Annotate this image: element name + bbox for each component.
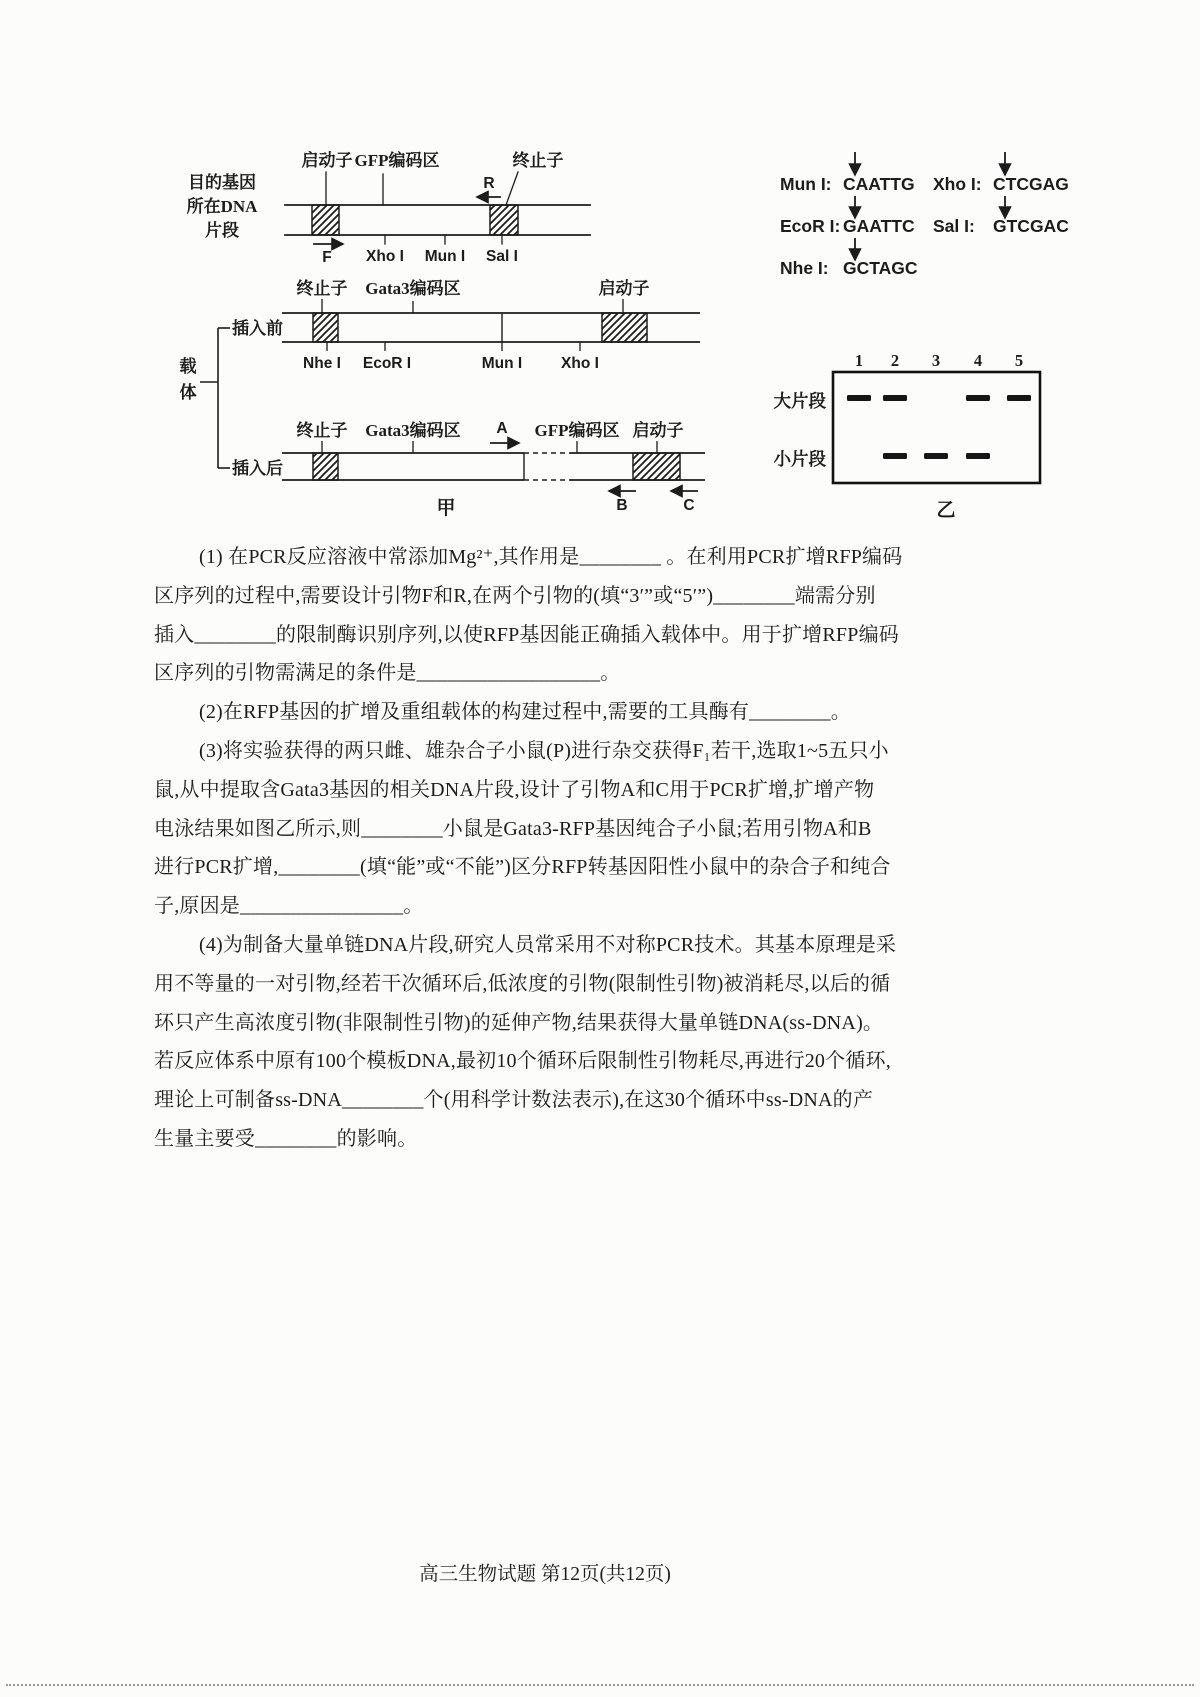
gel-band — [966, 453, 990, 459]
question-line: 鼠,从中提取含Gata3基因的相关DNA片段,设计了引物A和C用于PCR扩增,扩增产物 — [154, 778, 875, 801]
terminator-box — [313, 453, 338, 480]
promoter-label: 启动子 — [301, 151, 353, 170]
gfp-region-label: GFP编码区 — [354, 151, 440, 170]
promoter-box — [633, 453, 680, 480]
xhoi-site-label: Xho I — [366, 248, 404, 265]
question-line: 区序列的过程中,需要设计引物F和R,在两个引物的(填“3′”或“5′”)________端需分别 — [154, 584, 876, 607]
ecori-site-label: EcoR I — [362, 355, 412, 372]
question-line: (3)将实验获得的两只雌、雄杂合子小鼠(P)进行杂交获得F₁若干,选取1~5五只小 — [199, 739, 889, 762]
target-dna-side-label: 所在DNA — [186, 197, 258, 216]
gel-lane-number: 1 — [854, 351, 864, 370]
large-fragment-label: 大片段 — [773, 391, 826, 411]
question-line: 子,原因是________________。 — [154, 895, 424, 918]
gel-band — [924, 453, 948, 459]
gfp-region-label: GFP编码区 — [534, 421, 620, 440]
gel-lane-number: 3 — [931, 351, 941, 370]
vector-before-diagram — [232, 278, 700, 372]
vector-label: 载 — [179, 357, 197, 376]
terminator-label: 终止子 — [512, 151, 564, 170]
enzyme-sequence: GTCGAC — [993, 216, 1069, 236]
question-line: 用不等量的一对引物,经若干次循环后,低浓度的引物(限制性引物)被消耗尽,以后的循 — [154, 972, 891, 995]
enzyme-list — [780, 152, 1069, 278]
gata3-region-label: Gata3编码区 — [365, 421, 461, 440]
primer-r-label: R — [483, 175, 495, 192]
terminator-label: 终止子 — [296, 421, 348, 440]
gel-band — [883, 395, 907, 401]
promoter-box — [602, 313, 647, 342]
question-line: 若反应体系中原有100个模板DNA,最初10个循环后限制性引物耗尽,再进行20个循环, — [154, 1050, 891, 1073]
enzyme-sequence: GAATTC — [843, 216, 915, 236]
diagram-jia-caption: 甲 — [436, 498, 456, 519]
after-insertion-label: 插入后 — [232, 459, 283, 478]
question-line: 进行PCR扩增,________(填“能”或“不能”)区分RFP转基因阳性小鼠中的杂合子和纯合 — [154, 856, 891, 879]
primer-c-label: C — [683, 497, 695, 514]
enzyme-name: Mun I: — [780, 174, 832, 194]
enzyme-sequence: CAATTG — [843, 174, 915, 194]
terminator-box — [490, 205, 518, 235]
diagram-yi-caption: 乙 — [936, 500, 956, 520]
primer-f-label: F — [322, 249, 332, 266]
gata3-region-label: Gata3编码区 — [365, 279, 461, 298]
xhoi-site-label: Xho I — [561, 355, 599, 372]
question-line: 环只产生高浓度引物(非限制性引物)的延伸产物,结果获得大量单链DNA(ss-DNA)。 — [154, 1011, 884, 1034]
question-line: 电泳结果如图乙所示,则________小鼠是Gata3-RFP基因纯合子小鼠;若用引物A和B — [154, 817, 872, 840]
terminator-label: 终止子 — [296, 279, 348, 298]
question-line: 插入________的限制酶识别序列,以使RFP基因能正确插入载体中。用于扩增RFP编码 — [154, 623, 899, 646]
gel-box — [833, 372, 1040, 483]
vector-bracket — [180, 328, 231, 468]
gel-band — [847, 395, 871, 401]
question-line: (1) 在PCR反应溶液中常添加Mg²⁺,其作用是________ 。在利用PCR扩增RFP编码 — [199, 546, 903, 568]
promoter-label: 启动子 — [632, 421, 684, 440]
small-fragment-label: 小片段 — [773, 449, 826, 469]
primer-b-label: B — [616, 497, 628, 514]
gel-lane-number: 5 — [1014, 351, 1024, 370]
question-line: 生量主要受________的影响。 — [154, 1127, 418, 1150]
gel-band — [1007, 395, 1031, 401]
question-line: 理论上可制备ss-DNA________个(用科学计数法表示),在这30个循环中ss-DNA的产 — [154, 1089, 874, 1112]
vector-bracket-lines — [200, 328, 230, 468]
gel-bands — [847, 395, 1031, 459]
enzyme-cut-arrows — [855, 152, 1005, 259]
target-dna-side-label: 目的基因 — [188, 173, 256, 192]
enzyme-name: Xho I: — [933, 174, 982, 194]
muni-site-label: Mun I — [481, 355, 523, 372]
bottom-dashed-line — [6, 1684, 1194, 1686]
target-dna-diagram — [187, 150, 590, 266]
vector-label: 体 — [179, 383, 197, 402]
enzyme-name: Sal I: — [933, 216, 975, 236]
gel-band — [883, 453, 907, 459]
page-footer: 高三生物试题 第12页(共12页) — [419, 1564, 671, 1585]
figure-diagram — [150, 130, 1090, 520]
terminator-box — [313, 313, 338, 342]
nhei-site-label: Nhe I — [303, 355, 341, 372]
question-line: (4)为制备大量单链DNA片段,研究人员常采用不对称PCR技术。其基本原理是采 — [199, 933, 897, 956]
muni-site-label: Mun I — [424, 248, 466, 265]
gel-band — [966, 395, 990, 401]
sali-site-label: Sal I — [486, 248, 518, 265]
primer-a-label: A — [496, 420, 508, 437]
gel-diagram — [774, 351, 1041, 520]
enzyme-name: Nhe I: — [780, 258, 829, 278]
gel-lane-number: 4 — [973, 351, 983, 370]
enzyme-name: EcoR I: — [780, 216, 841, 236]
enzyme-sequence: GCTAGC — [843, 258, 918, 278]
gel-lane-number: 2 — [890, 351, 900, 370]
question-line: (2)在RFP基因的扩增及重组载体的构建过程中,需要的工具酶有________。 — [199, 701, 851, 724]
question-text-block — [154, 538, 1084, 1159]
enzyme-sequence: CTCGAG — [993, 174, 1069, 194]
promoter-label: 启动子 — [598, 279, 650, 298]
promoter-box — [312, 205, 339, 235]
question-line: 区序列的引物需满足的条件是__________________。 — [154, 662, 621, 685]
before-insertion-label: 插入前 — [232, 319, 283, 338]
vector-after-diagram — [232, 420, 705, 519]
target-dna-side-label: 片段 — [205, 221, 239, 240]
